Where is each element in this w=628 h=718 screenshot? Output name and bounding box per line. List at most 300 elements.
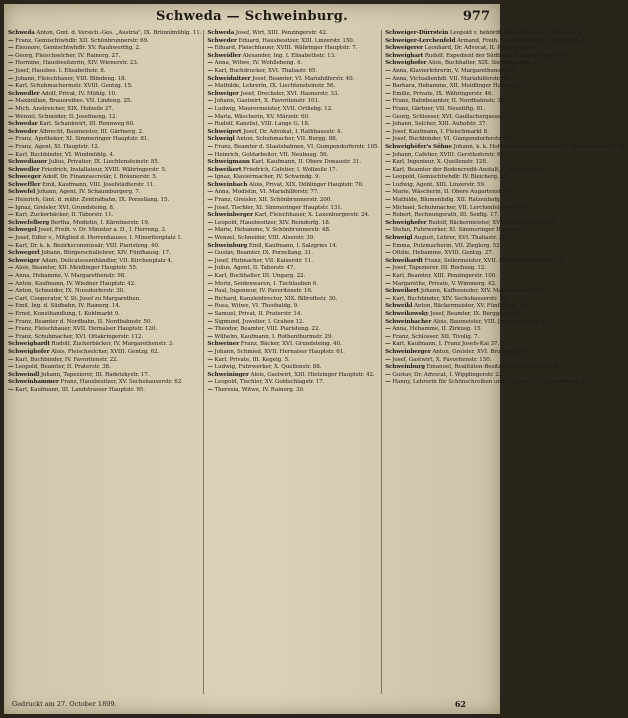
directory-entry [8,114,201,122]
directory-entry [8,53,201,61]
directory-entry [207,197,379,205]
entry-surname: Schweigmann [207,159,250,166]
directory-entry [207,76,379,84]
entry-surname: Schweinberger [385,348,431,355]
entry-surname: — [207,67,213,74]
entry-surname: — [207,219,213,226]
directory-entry [207,235,379,243]
entry-details: Karl, Private, III. Kegelg. 5. [212,356,290,363]
entry-surname: — [8,318,14,325]
entry-details: Karl, Buchbinder, VI. Windmühlg. 4. [13,151,115,158]
entry-surname: — [207,348,213,355]
entry-surname: Schweda [8,30,35,36]
directory-entry [207,273,379,281]
entry-details: Franz, Gärtner, VII. Neustiftg. 81. [390,105,486,112]
directory-entry [207,53,379,61]
entry-surname: — [385,250,391,257]
entry-details: Michael, Schuhmacher, VII. Lerchenfelderstr. 102. [390,204,531,211]
entry-details: Alexander, Ing. I. Elisabethstr. 13. [240,52,336,59]
entry-details: Heinrich, Goldarbeiter, VII. Neubaug. 56. [212,151,329,158]
entry-details: Ignaz, Klaviermacher, IV. Schwindg. 9. [212,174,321,181]
entry-surname: — [8,45,14,52]
entry-details: Josef, Tischler, XI. Simmeringer Hauptstr. 131. [212,204,343,211]
entry-surname: — [207,45,213,52]
directory-entry [207,114,379,122]
directory-entry [207,159,379,167]
entry-details: Karl, Schankwirt, III. Rennweg 60. [37,121,135,128]
entry-surname: — [207,143,213,150]
directory-entry [8,265,201,273]
page-header [4,9,500,29]
directory-entry [8,121,201,129]
entry-details: Alois, Baumeister, VIII. Josefstädterstr. 40. [431,318,550,325]
entry-details: Anton, Gmt. d. Versich.-Ges. „Austria", IX. Brünnlmühlg. 11. [34,30,202,36]
directory-entry [207,265,379,273]
entry-details: Emil, Kaufmann, VIII. Josefstädterstr. 11. [40,181,155,188]
directory-entry [8,281,201,289]
entry-surname: — [8,212,14,219]
page-footer [12,697,492,709]
entry-details: Karl, Fleischhauer, X. Laxenburgerstr. 24. [253,212,370,219]
entry-details: Franz, Apotheker, XI. Simmeringer Hauptstr. 81. [13,136,149,143]
entry-surname: — [8,105,14,112]
entry-surname: Schweikert [207,166,242,173]
directory-entry [8,212,201,220]
entry-details: Hermine, Hausbesitzerin, XIV. Wienerstr. 23. [13,60,139,67]
entry-details: Johann, Fleischhauer, VIII. Blindeng. 18. [13,75,127,82]
entry-details: Johann, Schmied, XVII. Hernalser Hauptstr. 61. [212,348,345,355]
entry-surname: Schweighofer [385,219,427,226]
entry-surname: Schweidnitzer [207,75,251,82]
entry-details: Emma, Putzmacherin, VII. Zieglerg. 52. [390,242,502,249]
entry-surname: — [207,121,213,128]
entry-details: Josef, Beamter, VI. Mariahilferstr. 40. [250,75,355,82]
entry-details: Johann, Cafetier, XVIII. Gersthoferstr. 65. [390,151,506,158]
directory-entry [8,60,201,68]
entry-surname: — [8,235,14,242]
directory-column-right [385,30,628,694]
directory-entry [8,174,201,182]
directory-entry [385,83,626,91]
entry-surname: — [207,174,213,181]
entry-surname: — [207,386,213,393]
entry-details: Rosa, Witwe, VI. Theobaldg. 9. [212,303,299,310]
entry-details: Karl, Beamter, XIII. Penzingerstr. 100. [390,273,497,279]
directory-entry [8,258,201,266]
entry-details: Franz, Agent, XI. Hauptstr. 12. [13,143,100,150]
entry-details: Adolf, Privat, IV. Mühlg. 10. [39,90,117,97]
entry-surname: — [207,189,213,196]
directory-entry [207,144,379,152]
entry-details: Franz, Bahnbeamter, II. Nordbahnstr. 38. [390,98,506,105]
entry-details: Emilie, Private, IX. Währingerstr. 46. [390,90,494,97]
entry-details: Johann, Tapezierer, III. Radetzkystr. 17. [39,371,150,378]
entry-surname: — [207,250,213,257]
directory-entry [207,182,379,190]
entry-details: Anton, Schuhmacher, VII. Burgg. 88. [234,136,338,143]
entry-details: Mathilde, Lehrerin, IX. Liechtensteinstr. 56. [212,83,336,90]
directory-entry [385,136,626,144]
entry-details: Anna, Hebamme, II. Zirkusg. 15. [390,326,483,333]
entry-details: Josef, Drechsler, XVI. Hasnerstr. 33. [238,90,339,97]
directory-entry [207,372,379,380]
entry-details: Josef, Beamter, IX. Berggasse 16. [428,310,522,317]
entry-surname: — [8,280,14,287]
directory-entry [207,303,379,311]
entry-surname: — [8,52,14,59]
entry-details: Eleonore, Gemischtwhdlr. XV. Rauhwerthg. 2. [13,45,141,52]
entry-surname: Schweighofer [385,60,427,67]
entry-surname: — [8,326,14,333]
entry-details: Franz, Greisler, XII. Schönbrunnerstr. 200. [212,197,332,204]
entry-details: Josef, Dr. Advokat, I. Rathhausstr. 4. [241,128,343,135]
entry-surname: — [385,98,391,105]
directory-entry [385,152,626,160]
entry-surname: — [207,333,213,340]
entry-surname: — [207,265,213,272]
directory-entry [207,129,379,137]
entry-surname: — [8,265,14,272]
entry-details: Rudolf, Zuckerbäcker, IV. Margarethenstr. 3. [49,341,174,348]
entry-surname: — [385,105,391,112]
entry-surname: Schweininger [207,371,249,378]
entry-surname: — [207,151,213,158]
directory-entry [385,205,626,213]
entry-surname: — [385,181,391,188]
entry-surname: Schweinbach [207,181,248,188]
directory-entry [385,265,626,273]
entry-surname: — [8,295,14,302]
entry-surname: — [385,204,391,211]
entry-surname: — [8,356,14,363]
entry-details: Johann, Bürgerschullehrer, XIV. Fünfhausg. 17. [39,250,171,257]
directory-entry [385,129,626,137]
entry-surname: Schweigl [385,235,413,242]
entry-surname: — [8,364,14,371]
entry-surname: — [385,121,391,128]
directory-entry [385,144,626,152]
entry-details: Anton, Greisler, XVI. Brunneng. 21. [430,348,530,355]
directory-entry [385,288,626,296]
entry-surname: Schweder [8,128,38,135]
entry-surname: Schwegerl [8,250,40,257]
entry-details: Maria, Wäscherin, XV. Märzstr. 60. [212,113,310,120]
entry-details: Armand, Freih. v., Schriftsteller, V. Rüdigerg. 13. [455,37,591,44]
entry-details: Marie, Hebamme, V. Schönbrunnerstr. 48. [212,227,331,234]
directory-entry [8,91,201,99]
entry-surname: Schwediauer [8,159,48,166]
entry-surname: — [207,318,213,325]
directory-entry [385,319,626,327]
directory-entry [207,288,379,296]
directory-entry [207,349,379,357]
entry-details: Johann, Gastwirt, X. Favoritenstr. 101. [212,98,320,105]
directory-entry [385,311,626,319]
entry-surname: Schweiger-Lerchenfeld [385,37,456,44]
entry-details: Wenzel, Schneider, II. Josefineng. 12. [13,113,118,120]
entry-details: Johann, Agent, IV. Schaumburgerg. 7. [35,189,141,196]
directory-entry [207,212,379,220]
entry-surname: — [8,75,14,82]
directory-entry [385,364,626,372]
entry-surname: — [8,333,14,340]
directory-entry [8,189,201,197]
entry-surname: Schweinhammer [8,379,59,386]
directory-entry [8,243,201,251]
entry-details: Richard, Kanzleidirector, XIX. Billrothstr. 30. [212,295,338,302]
entry-surname: — [8,197,14,204]
entry-surname: — [8,273,14,279]
entry-surname: — [207,364,213,371]
entry-details: Samuel, Privat, II. Praterstr. 14. [212,310,303,317]
directory-column-left [8,30,204,694]
directory-entry [8,136,201,144]
entry-details: Julius, Agent, II. Taborstr. 47. [212,265,296,272]
directory-entry [8,227,201,235]
directory-entry [8,250,201,258]
entry-surname: — [207,379,213,386]
entry-details: Anna, Victualienhdl. VII. Mariahilferstr. 94. [390,75,511,82]
directory-entry [8,159,201,167]
entry-details: Karl, Kaufmann, III. Landstrasser Hauptstr. 95. [13,386,145,393]
directory-entry [385,98,626,106]
directory-entry [207,106,379,114]
entry-surname: Schweighart [385,52,424,59]
entry-details: Anna, Modistin, VI. Mariahilferstr. 77. [212,189,319,196]
directory-entry [385,106,626,114]
directory-entry [8,387,201,395]
directory-entry [8,98,201,106]
entry-surname: — [385,75,391,82]
entry-surname: — [385,83,391,90]
entry-surname: Schweikl [385,303,413,310]
entry-details: Wenzel, Schneider, VIII. Alserstr. 39. [212,235,315,242]
entry-details: Leopold v. behördl. aut. Civil-Ing. III. Ungarg. 9. [448,30,582,36]
entry-details: Josef, Hutmacher, VII. Kaiserstr. 11. [212,257,313,264]
entry-surname: — [385,326,391,333]
directory-columns [8,30,627,694]
entry-surname: Schweikert [385,288,420,295]
entry-details: Theresia, Witwe, IV. Rainerg. 30. [212,386,305,393]
entry-surname: — [8,83,14,90]
entry-surname: — [385,212,391,219]
entry-details: Eduard, Hausbesitzer, XIII. Linzerstr. 150. [236,37,355,44]
entry-surname: — [385,113,391,120]
directory-entry [207,45,379,53]
entry-details: Karl, Zuckerbäcker, II. Taborstr. 11. [13,212,114,219]
entry-details: Theodor, Beamter, VIII. Piaristeng. 22. [212,326,321,333]
entry-surname: Schweinburg [207,242,248,249]
page-number: 977 [462,9,490,24]
directory-entry [385,220,626,228]
directory-entry [385,303,626,311]
entry-details: Anton, Kaufmann, IV. Wiedner Hauptstr. 42. [13,280,136,287]
entry-details: Franz, Gemischtwhdlr. XII. Schönbrunnerstr. 69. [13,37,149,44]
directory-entry [385,60,626,68]
entry-details: Josef, Buchbinder, VI. Gumpendorferstr. 33. [390,136,513,143]
directory-entry [385,243,626,251]
entry-details: Maximilian, Brauereibes. VII. Lindeng. 25. [13,98,132,105]
entry-details: Marie, Wäscherin, II. Obere Augartenstr. 36. [390,189,515,196]
entry-surname: — [207,288,213,295]
entry-surname: — [385,197,391,204]
entry-surname: Schwegel [8,227,37,234]
entry-details: Ignaz, Greisler, XVI. Grundsteing. 8. [13,204,115,211]
entry-surname: — [8,151,14,158]
entry-surname: — [207,310,213,317]
directory-entry [385,30,626,38]
directory-entry [207,189,379,197]
directory-entry [207,98,379,106]
entry-surname: — [385,371,391,378]
entry-details: Anna, Hebamme, V. Margarethenstr. 98. [13,273,126,279]
entry-details: Anna, Klavierlehrerin, V. Margarethenstr. 64. [390,67,517,74]
signature-mark: 62 [454,699,466,709]
entry-details: Karl, Dr. k. k. Bezirkscommissär, VIII. Piaristeng. 40. [13,242,160,249]
directory-entry [8,205,201,213]
entry-details: August, Lehrer, XVI. Thaliastr. 30. [412,235,508,242]
directory-entry [385,91,626,99]
entry-details: Josef, Tapezierer, III. Rochusg. 12. [390,265,487,272]
page-title: Schweda — Schweinburg. [156,9,348,24]
directory-entry [8,364,201,372]
directory-entry [8,303,201,311]
entry-surname: Schweighardt [8,341,50,348]
entry-details: Heinrich, Gmt. d. mähr. Zentralbahn, IX. Porzellang. 15. [13,197,170,204]
directory-entry [207,311,379,319]
entry-details: Emil, Kaufmann, I. Salzgries 14. [247,242,338,249]
directory-entry [207,357,379,365]
directory-entry [8,38,201,46]
entry-surname: — [207,197,213,204]
entry-details: Franz, Beamter d. Nordbahn, II. Nordbahnstr. 50. [13,318,153,325]
entry-surname: — [8,310,14,317]
entry-surname: Schwedler [8,90,40,97]
directory-entry [207,334,379,342]
directory-entry [385,258,626,266]
directory-entry [8,182,201,190]
entry-surname: Schweder [207,37,237,44]
entry-details: Hanny, Lehrerin für Schönschreiben und Zeichnen, VI. Barnabiteng. 10. [390,379,591,386]
entry-details: Rudolf, Kanzlist, VIII. Lange G. 18. [212,121,310,128]
directory-entry [385,326,626,334]
entry-surname: — [8,288,14,295]
directory-entry [385,68,626,76]
entry-surname: — [385,295,391,302]
entry-details: Johann, Kaffeesieder, XIV. Mariahilferstr. 175. [419,288,547,295]
entry-details: Josef, Hausbes. I. Elisabethstr. 8. [13,67,106,74]
directory-entry [207,121,379,129]
entry-details: Leopold, Gemischtwhdlr. IV. Bleicherg. 15. [390,174,509,181]
entry-surname: Schweiger-Dürrstein [385,30,449,36]
entry-surname: — [207,280,213,287]
entry-surname: — [207,303,213,310]
directory-entry [207,68,379,76]
entry-surname: — [207,227,213,234]
directory-entry [207,227,379,235]
directory-column-middle [207,30,382,694]
directory-entry [385,235,626,243]
entry-surname: — [8,143,14,150]
entry-details: Leopold, Tischler, XV. Goldschlagstr. 17. [212,379,325,386]
entry-details: Johann, k. k. Hof-Pianofortefabrikanten, V. Margarethenstr. 35. [451,143,627,150]
directory-entry [385,76,626,84]
entry-details: Karl, Buchbinder, XIV. Sechshauserstr. 36. [390,295,509,302]
directory-entry [8,341,201,349]
entry-surname: — [8,113,14,120]
directory-entry [8,379,201,387]
entry-surname: Schweigerer [385,45,423,52]
entry-details: Carl, Cooperator, V. St. Josef zu Margarethen. [13,295,141,302]
entry-details: Franz, Schlosser, XII. Tivolig. 7. [390,333,480,340]
entry-details: Leopold, Beamter, II. Praterstr. 38. [13,364,111,371]
directory-entry [207,174,379,182]
entry-surname: — [207,98,213,105]
entry-surname: — [385,128,391,135]
entry-details: Karl, Kaufmann, I. Franz Josefs-Kai 37. [390,341,500,348]
entry-details: Ludwig, Fuhrwerker, X. Quellenstr. 88. [212,364,322,371]
entry-surname: — [385,189,391,196]
directory-entry [8,45,201,53]
entry-details: Josef, Wirt, XIII. Penzingerstr. 42. [234,30,328,36]
entry-details: Josef, Kaufmann, I. Fleischmarkt 8. [390,128,489,135]
entry-details: Albrecht, Baumeister, III. Gärtnerg. 2. [37,128,144,135]
directory-page [4,4,627,714]
entry-surname: — [8,204,14,211]
entry-surname: — [385,341,391,348]
directory-entry [207,167,379,175]
directory-entry [8,68,201,76]
directory-entry [207,30,379,38]
entry-surname: — [385,242,391,249]
entry-details: Paul, Ingenieur, IV. Favoritenstr. 16. [212,288,313,295]
entry-details: Bertha, Modistin, I. Kärntnerstr. 19. [49,219,150,226]
directory-entry [385,372,626,380]
entry-surname: Schweiner [207,341,240,348]
entry-details: Rudolf, Expedient der Südbahn, X. Laxenburgerstr. 1. [423,52,573,59]
entry-surname: Schweda [207,30,235,36]
entry-surname: — [385,90,391,97]
directory-entry [385,227,626,235]
entry-surname: — [385,265,391,272]
entry-details: Alois, Gastwirt, XIII. Hietzinger Hauptstr. 42. [248,371,375,378]
entry-surname: Schweeger [8,174,41,181]
entry-surname: Schweighöfer's Söhne [385,143,452,150]
entry-details: Alois, Fleischselcher, XVIII. Gentzg. 62. [49,348,160,355]
entry-surname: — [385,280,391,287]
entry-details: Wilhelm, Kaufmann, I. Rothenthurmstr. 29. [212,333,334,340]
entry-surname: Schweffler [8,181,41,188]
directory-entry [385,273,626,281]
entry-details: Anna, Witwe, IV. Wohllebeng. 4. [212,60,302,67]
directory-entry [8,129,201,137]
directory-entry [207,319,379,327]
entry-details: Friedrich, Cafetier, I. Wollzeile 17. [241,166,338,173]
directory-entry [207,136,379,144]
entry-details: Karl, Buchhalter, III. Ungarg. 22. [212,273,306,279]
entry-surname: — [207,60,213,67]
entry-details: Karl, Schuhmachermstr. XVIII. Gentzg. 15. [13,83,133,90]
entry-surname: — [385,136,391,143]
entry-details: Alois, Beamter, XII. Meidlinger Hauptstr. 55. [13,265,138,272]
directory-entry [385,38,626,46]
entry-surname: — [207,105,213,112]
entry-surname: — [385,67,391,74]
entry-details: Ottilie, Hebamme, XVIII. Gentzg. 27. [390,250,494,257]
entry-details: Franz, Schuhmacher, XVI. Ottakringerstr. 112. [13,333,144,340]
entry-details: Adam, Delicatessenhändler, VII. Kirchenplatz 4. [39,257,173,264]
entry-details: Adolf, Dr. Finanzsecretär, I. Bräunerstr. 5. [40,174,158,181]
